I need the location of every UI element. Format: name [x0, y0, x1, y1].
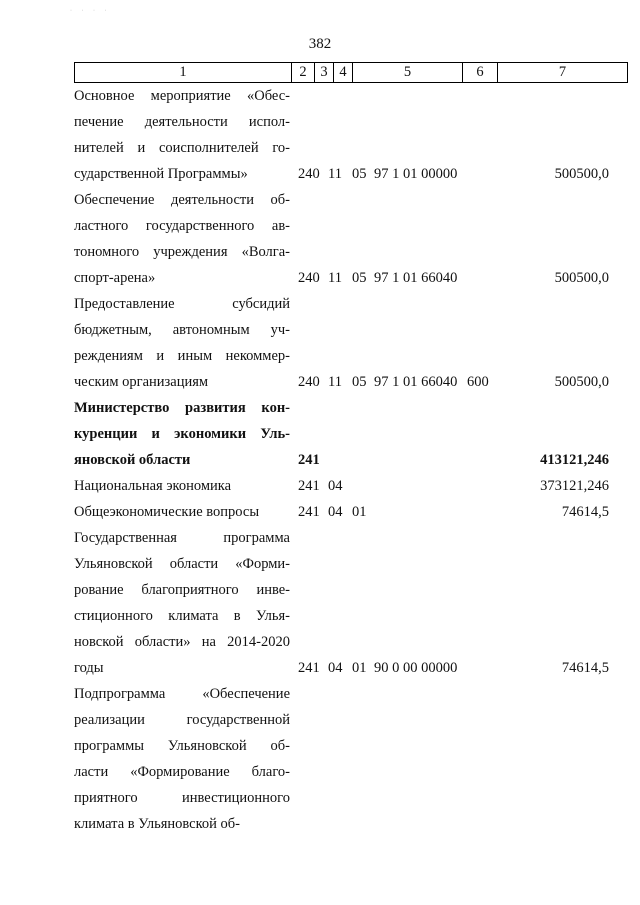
- cell-c2: 241: [298, 452, 320, 468]
- row-name-line: новской области» на 2014-2020: [74, 634, 290, 650]
- row-name-line: Подпрограмма «Обеспечение: [74, 686, 290, 702]
- cell-c5: 97 1 01 66040: [374, 270, 458, 286]
- row-name-line: рование благоприятного инве-: [74, 582, 290, 598]
- row-name-line: Общеэкономические вопросы: [74, 504, 260, 520]
- cell-c7: 500500,0: [554, 270, 609, 286]
- row-name-line: сударственной Программы»: [74, 166, 248, 182]
- cell-c4: 01: [352, 504, 367, 520]
- cell-c7: 413121,246: [540, 452, 609, 468]
- row-name-line: годы: [74, 660, 104, 676]
- cell-c7: 74614,5: [561, 504, 609, 520]
- cell-c4: 05: [352, 374, 367, 390]
- cell-c3: 04: [328, 478, 343, 494]
- cell-c3: 11: [328, 374, 342, 390]
- column-header-1: 1: [75, 63, 292, 83]
- row-name-line: печение деятельности испол-: [74, 114, 290, 130]
- row-name-line: бюджетным, автономным уч-: [74, 322, 290, 338]
- table-row: [74, 187, 634, 291]
- cell-c5: 90 0 00 00000: [374, 660, 458, 676]
- row-name-line: тономного учреждения «Волга-: [74, 244, 290, 260]
- cell-c6: 600: [467, 374, 489, 390]
- cell-c2: 241: [298, 660, 320, 676]
- cell-c5: 97 1 01 00000: [374, 166, 458, 182]
- cell-c5: 97 1 01 66040: [374, 374, 458, 390]
- row-name-line: Государственная программа: [74, 530, 290, 546]
- table-row: [74, 83, 634, 187]
- table-row: [74, 395, 634, 473]
- cell-c3: 11: [328, 166, 342, 182]
- column-header-row: [75, 63, 628, 83]
- cell-c2: 240: [298, 270, 320, 286]
- row-name-line: куренции и экономики Уль-: [74, 426, 290, 442]
- row-name-line: Ульяновской области «Форми-: [74, 556, 290, 572]
- row-name-line: Предоставление субсидий: [74, 296, 290, 312]
- cell-c4: 05: [352, 166, 367, 182]
- row-name-line: яновской области: [74, 452, 191, 468]
- row-name-line: Обеспечение деятельности об-: [74, 192, 290, 208]
- row-name-line: климата в Ульяновской об-: [74, 816, 240, 832]
- row-name-line: ласти «Формирование благо-: [74, 764, 290, 780]
- table-row: [74, 525, 634, 681]
- row-name-line: программы Ульяновской об-: [74, 738, 290, 754]
- cell-c7: 74614,5: [561, 660, 609, 676]
- row-name-line: ческим организациям: [74, 374, 209, 390]
- table-row: [74, 499, 634, 525]
- table-row: [74, 291, 634, 395]
- row-name-line: Основное мероприятие «Обес-: [74, 88, 290, 104]
- row-name-line: стиционного климата в Улья-: [74, 608, 290, 624]
- row-name-line: Министерство развития кон-: [74, 400, 290, 416]
- column-header-7: 7: [498, 63, 628, 83]
- column-header-4: 4: [334, 63, 353, 83]
- page-number: 382: [308, 36, 332, 52]
- table-row: [74, 473, 634, 499]
- row-name-line: реждениям и иным некоммер-: [74, 348, 290, 364]
- cell-c3: 04: [328, 660, 343, 676]
- row-name-line: приятного инвестиционного: [74, 790, 290, 806]
- cell-c7: 500500,0: [554, 374, 609, 390]
- cell-c7: 373121,246: [540, 478, 609, 494]
- row-name-line: ластного государственного ав-: [74, 218, 290, 234]
- column-header-table: [74, 62, 628, 83]
- cell-c3: 11: [328, 270, 342, 286]
- cell-c3: 04: [328, 504, 343, 520]
- column-header-2: 2: [292, 63, 315, 83]
- cell-c2: 240: [298, 374, 320, 390]
- budget-table-body: [74, 83, 634, 837]
- cell-c2: 240: [298, 166, 320, 182]
- row-name-line: реализации государственной: [74, 712, 290, 728]
- row-name-line: нителей и соисполнителей го-: [74, 140, 290, 156]
- table-row: [74, 681, 634, 837]
- row-name-line: спорт-арена»: [74, 270, 156, 286]
- column-header-6: 6: [463, 63, 498, 83]
- cell-c7: 500500,0: [554, 166, 609, 182]
- cell-c4: 01: [352, 660, 367, 676]
- cell-c2: 241: [298, 504, 320, 520]
- cell-c2: 241: [298, 478, 320, 494]
- column-header-5: 5: [353, 63, 463, 83]
- cell-c4: 05: [352, 270, 367, 286]
- row-name-line: Национальная экономика: [74, 478, 232, 494]
- scan-speck: · · · ·: [70, 8, 111, 14]
- column-header-3: 3: [315, 63, 334, 83]
